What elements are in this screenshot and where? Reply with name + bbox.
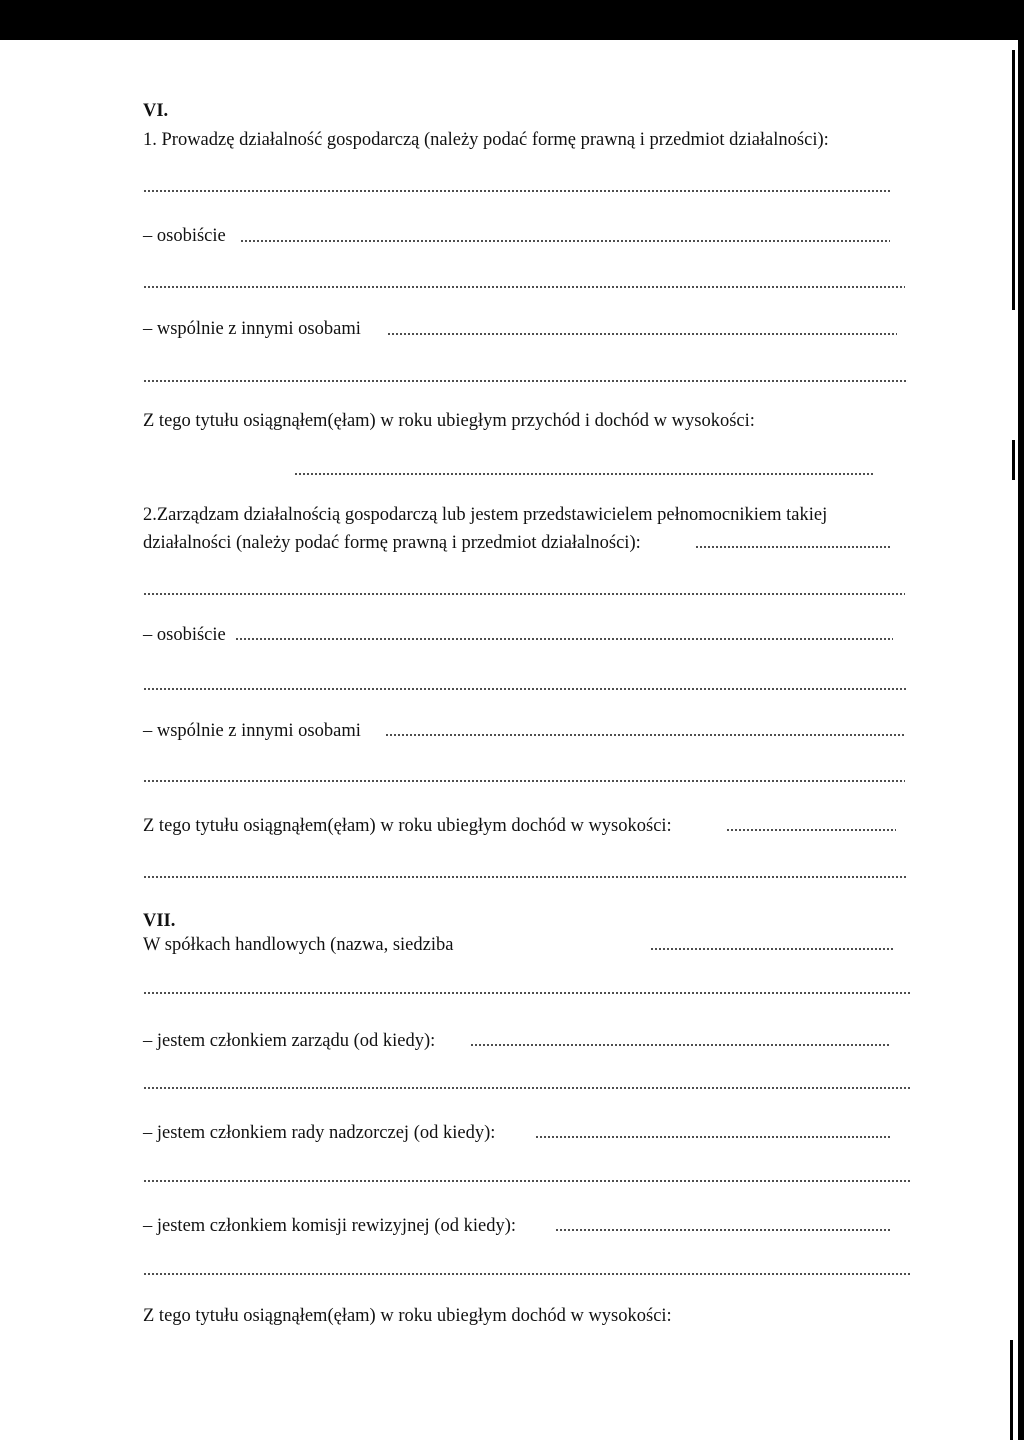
management-label-line2: działalności (należy podać formę prawną i przedmiot działalności): — [143, 533, 641, 553]
revenue-income-fill-line[interactable] — [294, 473, 874, 475]
section-vi-heading: VI. — [143, 101, 169, 121]
section-vii-heading: VII. — [143, 911, 176, 931]
scan-edge-mark — [1012, 50, 1015, 310]
companies-fill-line-2[interactable] — [143, 992, 911, 994]
management-fill-line[interactable] — [695, 546, 890, 548]
personally2-fill-line[interactable] — [235, 638, 893, 640]
supervisory-member-fill-line[interactable] — [535, 1136, 892, 1138]
audit-member-label: – jestem członkiem komisji rewizyjnej (od kiedy): — [143, 1216, 516, 1236]
scan-edge-mark — [1012, 440, 1015, 480]
page-edge-border — [1018, 40, 1022, 1440]
jointly-label: – wspólnie z innymi osobami — [143, 319, 361, 339]
audit-member-fill-line-2[interactable] — [143, 1273, 911, 1275]
personally-fill-line-2[interactable] — [143, 286, 905, 288]
jointly2-fill-line-2[interactable] — [143, 780, 905, 782]
management-label-line1: 2.Zarządzam działalnością gospodarczą lub jestem przedstawicielem pełnomocnikiem takiej — [143, 505, 828, 525]
board-member-fill-line-2[interactable] — [143, 1087, 911, 1089]
revenue-income-label: Z tego tytułu osiągnąłem(ęłam) w roku ubiegłym przychód i dochód w wysokości: — [143, 411, 755, 431]
management-fill-line-2[interactable] — [143, 593, 905, 595]
scan-edge-mark — [1010, 1340, 1013, 1440]
personally-label: – osobiście — [143, 226, 226, 246]
jointly2-fill-line[interactable] — [385, 734, 905, 736]
income2-label: Z tego tytułu osiągnąłem(ęłam) w roku ubiegłym dochód w wysokości: — [143, 816, 672, 836]
audit-member-fill-line[interactable] — [555, 1229, 892, 1231]
personally-fill-line[interactable] — [240, 240, 890, 242]
personally2-label: – osobiście — [143, 625, 226, 645]
section-vii-income-label: Z tego tytułu osiągnąłem(ęłam) w roku ubiegłym dochód w wysokości: — [143, 1306, 672, 1326]
jointly2-label: – wspólnie z innymi osobami — [143, 721, 361, 741]
business-activity-label: 1. Prowadzę działalność gospodarczą (należy podać formę prawną i przedmiot działalności): — [143, 130, 829, 150]
supervisory-member-label: – jestem członkiem rady nadzorczej (od kiedy): — [143, 1123, 496, 1143]
jointly-fill-line[interactable] — [387, 333, 897, 335]
board-member-label: – jestem członkiem zarządu (od kiedy): — [143, 1031, 436, 1051]
jointly-fill-line-2[interactable] — [143, 380, 907, 382]
income2-fill-line-2[interactable] — [143, 876, 908, 878]
companies-fill-line[interactable] — [650, 948, 895, 950]
income2-fill-line[interactable] — [726, 829, 896, 831]
board-member-fill-line[interactable] — [470, 1044, 890, 1046]
personally2-fill-line-2[interactable] — [143, 688, 908, 690]
business-activity-fill-line[interactable] — [143, 190, 890, 192]
supervisory-member-fill-line-2[interactable] — [143, 1180, 911, 1182]
companies-label: W spółkach handlowych (nazwa, siedziba — [143, 935, 454, 955]
